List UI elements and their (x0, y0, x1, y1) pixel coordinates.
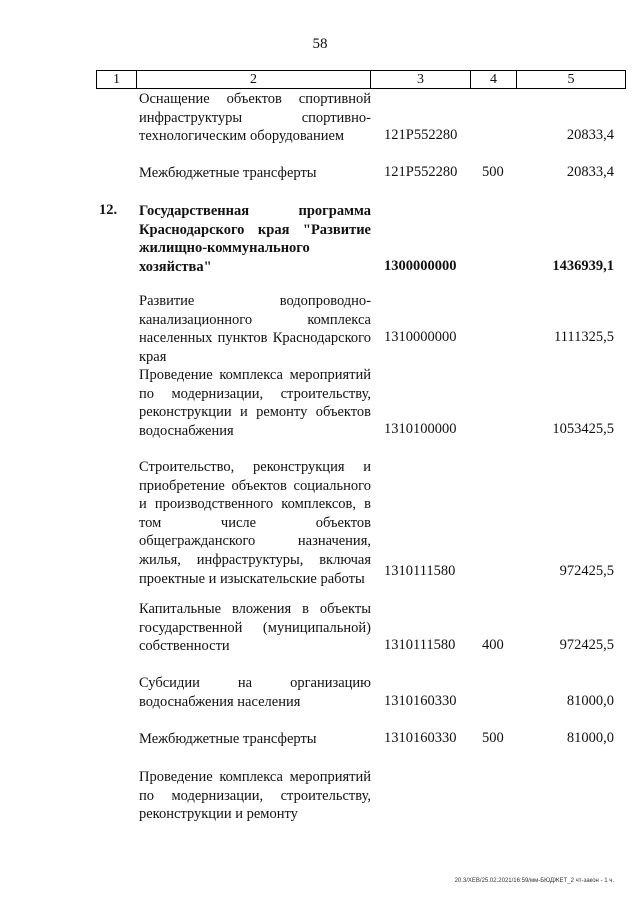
row-name: Межбюджетные трансферты (139, 731, 317, 747)
row-amount: 972425,5 (559, 637, 614, 653)
row-amount: 1436939,1 (552, 258, 614, 274)
column-header-3: 3 (371, 71, 471, 89)
column-header-2: 2 (137, 71, 371, 89)
row-amount: 81000,0 (566, 693, 614, 709)
page-number: 58 (312, 36, 328, 52)
row-code: 1310160330 (384, 693, 457, 709)
row-code: 1310111580 (384, 563, 456, 579)
row-code: 1300000000 (384, 258, 457, 274)
row-amount: 972425,5 (559, 563, 614, 579)
row-amount: 81000,0 (566, 730, 614, 746)
row-name: Оснащение объектов спортивной инфраструктуры спортивно-технологическим оборудованием (139, 91, 371, 145)
row-code: 1310160330 (384, 730, 457, 746)
row-amount: 1111325,5 (553, 329, 614, 345)
row-expense-type: 400 (482, 637, 504, 653)
row-code: 1310111580 (384, 637, 456, 653)
row-name: Проведение комплекса мероприятий по модернизации, строительству, реконструкции и ремонту (139, 769, 371, 823)
row-name: Строительство, реконструкция и приобретение объектов социального и производственного комплексов, в том числе объектов общегражданского назначения, жилья, инфраструктуры, включая проектные и изыскательские работы (139, 459, 371, 587)
row-name: Межбюджетные трансферты (139, 165, 317, 181)
row-expense-type: 500 (482, 730, 504, 746)
row-name: Капитальные вложения в объекты государственной (муниципальной) собственности (139, 601, 371, 655)
row-name: Проведение комплекса мероприятий по модернизации, строительству, реконструкции и ремонту объектов водоснабжения (139, 367, 371, 439)
row-code: 1310000000 (384, 329, 457, 345)
row-amount: 20833,4 (566, 127, 614, 143)
column-header-table (96, 70, 626, 89)
column-header-5: 5 (517, 71, 626, 89)
column-header-4: 4 (471, 71, 517, 89)
row-number: 12. (99, 202, 118, 218)
document-footer: 20.3/ХЕВ/25.02.2021/16:59/мм-БЮДЖЕТ_2 чт-закон - 1 ч. (454, 878, 614, 884)
row-name: Субсидии на организацию водоснабжения населения (139, 675, 371, 710)
column-header-1: 1 (97, 71, 137, 89)
row-amount: 20833,4 (566, 164, 614, 180)
row-name: Развитие водопроводно-канализационного комплекса населенных пунктов Краснодарского края (139, 293, 371, 365)
row-code: 1310100000 (384, 421, 457, 437)
row-expense-type: 500 (482, 164, 504, 180)
row-code: 121P552280 (384, 164, 458, 180)
row-name: Государственная программа Краснодарского края "Развитие жилищно-коммунального хозяйства" (139, 203, 371, 275)
row-code: 121P552280 (384, 127, 458, 143)
row-amount: 1053425,5 (552, 421, 614, 437)
